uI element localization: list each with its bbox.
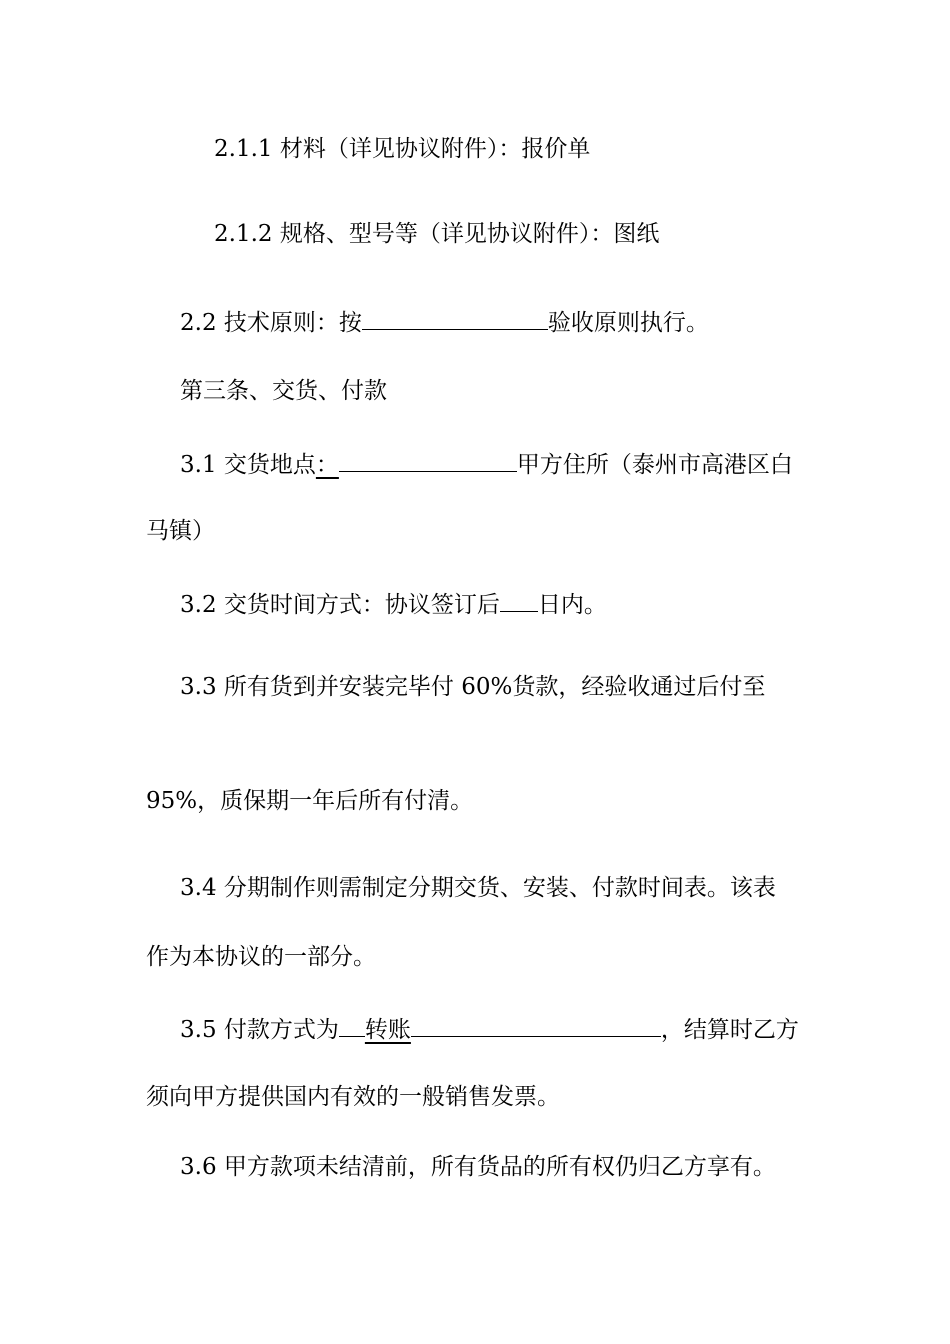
clause-3-5-continued: 须向甲方提供国内有效的一般销售发票。 bbox=[146, 1084, 560, 1110]
clause-3-1 bbox=[180, 447, 793, 480]
blank-payment-method-lead[interactable] bbox=[339, 1012, 365, 1037]
clause-3-5-text-b: ，结算时乙方 bbox=[660, 1017, 799, 1043]
clause-3-2 bbox=[180, 587, 607, 620]
article-3-heading: 第三条、交货、付款 bbox=[180, 378, 387, 404]
blank-acceptance-standard[interactable] bbox=[362, 305, 548, 330]
clause-3-4-continued: 作为本协议的一部分。 bbox=[146, 944, 376, 970]
clause-3-4: 3.4 分期制作则需制定分期交货、安装、付款时间表。该表 bbox=[180, 875, 776, 901]
clause-3-5-text-a: 3.5 付款方式为 bbox=[180, 1017, 339, 1043]
blank-payment-method-tail[interactable] bbox=[411, 1012, 661, 1037]
blank-delivery-days[interactable] bbox=[500, 587, 538, 612]
clause-3-1-text-b: 甲方住所（泰州市高港区白 bbox=[516, 452, 793, 478]
clause-3-6: 3.6 甲方款项未结清前，所有货品的所有权仍归乙方享有。 bbox=[180, 1154, 776, 1180]
clause-3-5 bbox=[180, 1012, 799, 1045]
clause-3-1-text-a: 3.1 交货地点 bbox=[180, 452, 316, 478]
clause-2-2 bbox=[180, 305, 709, 338]
clause-3-1-colon: ： bbox=[315, 452, 339, 478]
clause-2-2-text-a: 2.2 技术原则：按 bbox=[180, 310, 362, 336]
clause-3-1-continued: 马镇） bbox=[146, 518, 215, 544]
clause-3-2-text-a: 3.2 交货时间方式：协议签订后 bbox=[180, 592, 500, 618]
payment-method-value[interactable]: 转账 bbox=[364, 1017, 411, 1043]
clause-2-2-text-b: 验收原则执行。 bbox=[547, 310, 709, 336]
blank-delivery-location[interactable] bbox=[339, 447, 517, 472]
clause-3-3-continued: 95%，质保期一年后所有付清。 bbox=[146, 788, 474, 814]
clause-3-3: 3.3 所有货到并安装完毕付 60%货款，经验收通过后付至 bbox=[180, 674, 766, 700]
clause-3-2-text-b: 日内。 bbox=[537, 592, 607, 618]
clause-2-1-1: 2.1.1 材料（详见协议附件）：报价单 bbox=[214, 136, 591, 162]
clause-2-1-2: 2.1.2 规格、型号等（详见协议附件）：图纸 bbox=[214, 221, 660, 247]
